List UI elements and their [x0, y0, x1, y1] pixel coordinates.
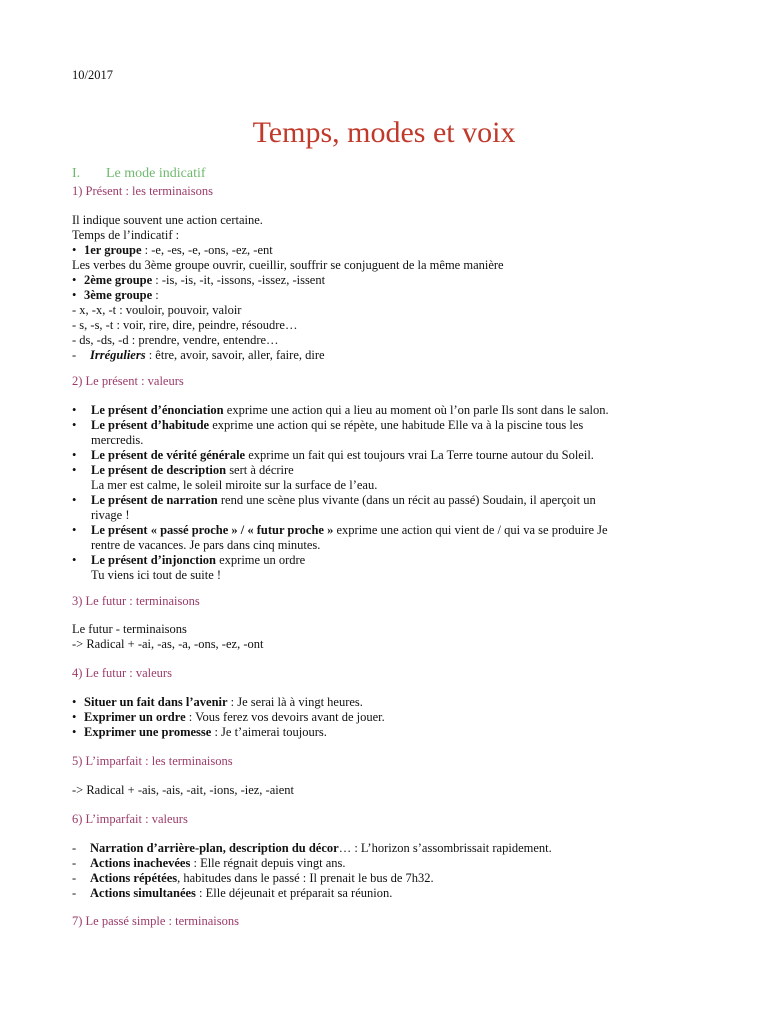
list-item: • 3ème groupe : [72, 288, 159, 302]
list-item: - Actions répétées, habitudes dans le passé : Il prenait le bus de 7h32. [72, 871, 434, 885]
list-item: - Irréguliers : être, avoir, savoir, aller, faire, dire [72, 348, 325, 362]
list-item: • 2ème groupe : -is, -is, -it, -issons, -issez, -issent [72, 273, 326, 287]
section-futur-terminaisons [72, 594, 712, 652]
document-date: 10/2017 [72, 68, 113, 82]
paragraph: -> Radical + -ais, -ais, -ait, -ions, -iez, -aient [72, 783, 295, 797]
section-passe-simple [72, 914, 712, 929]
list-item: - s, -s, -t : voir, rire, dire, peindre, résoudre… [72, 318, 298, 332]
subheading: 6) L’imparfait : valeurs [72, 812, 188, 826]
section-imparfait-valeurs [72, 812, 712, 901]
list-item: • Le présent d’habitude exprime une action qui se répète, une habitude Elle va à la piscine tous les mercredis. [72, 418, 584, 447]
list-item: • 1er groupe : -e, -es, -e, -ons, -ez, -ent [72, 243, 273, 257]
section-heading-indicatif [72, 166, 206, 182]
paragraph: -> Radical + -ai, -as, -a, -ons, -ez, -ont [72, 637, 264, 651]
section-present-valeurs [72, 374, 712, 583]
section-label: Le mode indicatif [106, 166, 206, 181]
section-present-terminaisons [72, 184, 712, 363]
subheading: 7) Le passé simple : terminaisons [72, 914, 239, 928]
subheading: 1) Présent : les terminaisons [72, 184, 213, 198]
document-title: Temps, modes et voix [252, 116, 516, 149]
list-item: • Le présent d’injonction exprime un ordre Tu viens ici tout de suite ! [72, 553, 306, 582]
list-item: • Exprimer un ordre : Vous ferez vos devoirs avant de jouer. [72, 710, 385, 724]
subheading: 5) L’imparfait : les terminaisons [72, 754, 233, 768]
subheading: 4) Le futur : valeurs [72, 666, 172, 680]
paragraph: Temps de l’indicatif : [72, 228, 180, 242]
paragraph: Le futur - terminaisons [72, 622, 187, 636]
subheading: 3) Le futur : terminaisons [72, 594, 200, 608]
list-item: • Le présent de description sert à décrire La mer est calme, le soleil miroite sur la surface de l’eau. [72, 463, 378, 492]
section-number: I. [72, 166, 81, 181]
paragraph: Il indique souvent une action certaine. [72, 213, 263, 227]
subheading: 2) Le présent : valeurs [72, 374, 184, 388]
paragraph: Les verbes du 3ème groupe ouvrir, cueillir, souffrir se conjuguent de la même manière [72, 258, 504, 272]
list-item: - x, -x, -t : vouloir, pouvoir, valoir [72, 303, 242, 317]
list-item: • Le présent de vérité générale exprime un fait qui est toujours vrai La Terre tourne autour du Soleil. [72, 448, 594, 462]
list-item: • Le présent « passé proche » / « futur proche » exprime une action qui vient de / qui va se produire Je rentre de vacances. Je pars dans cinq minutes. [72, 523, 608, 552]
section-imparfait-terminaisons [72, 754, 712, 798]
list-item: • Exprimer une promesse : Je t’aimerai toujours. [72, 725, 327, 739]
list-item: • Situer un fait dans l’avenir : Je serai là à vingt heures. [72, 695, 363, 709]
list-item: - ds, -ds, -d : prendre, vendre, entendre… [72, 333, 279, 347]
list-item: • Le présent d’énonciation exprime une action qui a lieu au moment où l’on parle Ils sont dans le salon. [72, 403, 609, 417]
list-item: - Actions inachevées : Elle régnait depuis vingt ans. [72, 856, 346, 870]
section-futur-valeurs [72, 666, 712, 740]
list-item: • Le présent de narration rend une scène plus vivante (dans un récit au passé) Soudain, il aperçoit un rivage ! [72, 493, 596, 522]
list-item: - Actions simultanées : Elle déjeunait et préparait sa réunion. [72, 886, 393, 900]
list-item: - Narration d’arrière-plan, description du décor… : L’horizon s’assombrissait rapidement. [72, 841, 552, 855]
